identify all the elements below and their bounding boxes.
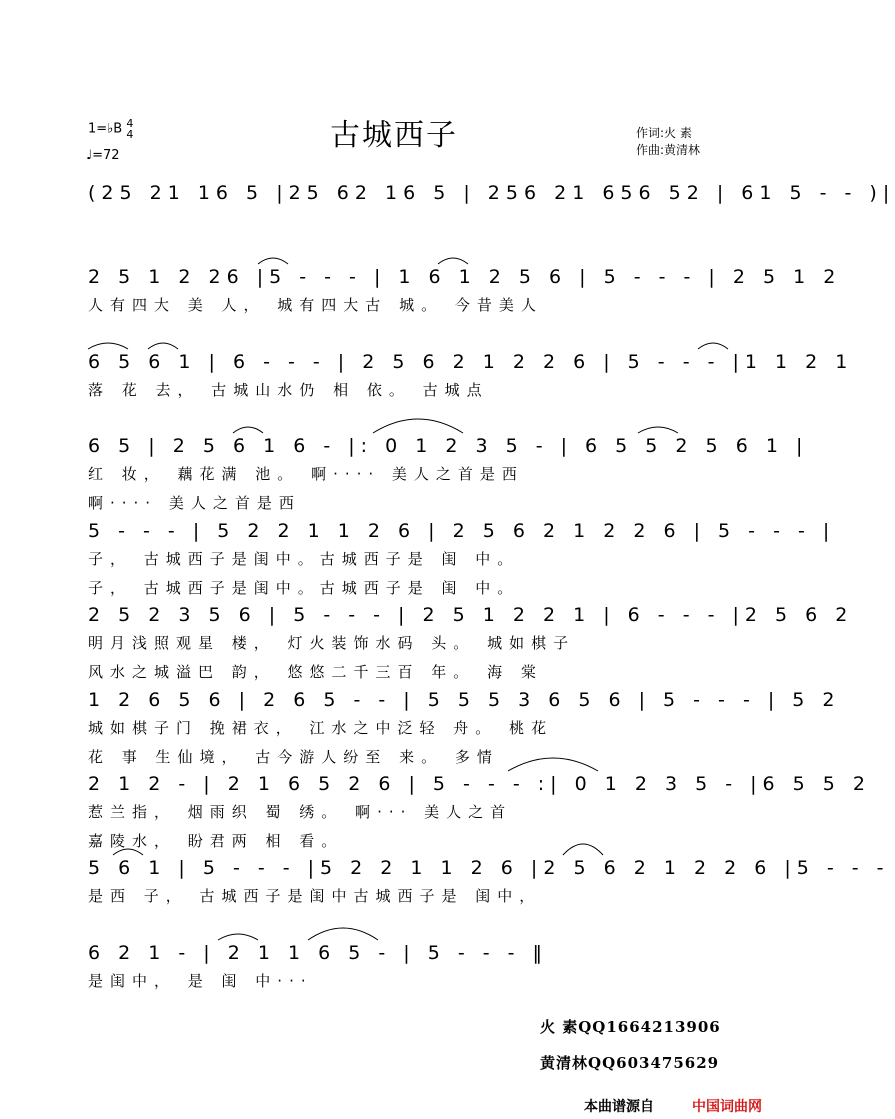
quarter-note-icon: ♩ <box>86 148 93 163</box>
score-line-4 <box>88 435 809 515</box>
contact-lyricist: 火 素QQ1664213906 <box>540 1018 721 1036</box>
page-title: 古城西子 <box>330 118 458 153</box>
lyrics-verse-1: 落 花 去， 古城山水仍 相 依。 古城点 <box>88 381 489 399</box>
composer: 作曲:黄清林 <box>636 143 701 157</box>
score-line-1 <box>88 182 895 262</box>
score-line-7 <box>88 689 841 769</box>
score-line-9 <box>88 857 890 937</box>
lyrics-verse-1: 城如棋子门 挽裙衣， 江水之中泛轻 舟。 桃花 <box>88 719 554 737</box>
key-signature: 1=♭B 4 4 <box>88 117 134 141</box>
lyrics-verse-1: 人有四大 美 人， 城有四大古 城。 今昔美人 <box>88 296 543 314</box>
lyrics-verse-2: 风水之城溢巴 韵， 悠悠二千三百 年。 海 棠 <box>88 663 543 681</box>
score-notes: 2 1 2 - | 2 1 6 5 2 6 | 5 - - - :| 0 1 2 3 5 - |6 5 5 2 <box>88 773 871 795</box>
score-line-5 <box>88 520 836 600</box>
lyrics-verse-2: 子， 古城西子是闺中。古城西子是 闺 中。 <box>88 579 520 597</box>
lyrics-verse-1: 是西 子， 古城西子是闺中古城西子是 闺中， <box>88 887 542 905</box>
score-notes: 6 5 | 2 5 6 1 6 - |: 0 1 2 3 5 - | 6 5 5 2 5 6 1 | <box>88 435 809 457</box>
score-notes: 2 5 1 2 26 |5 - - - | 1 6 1 2 5 6 | 5 - - - | 2 5 1 2 <box>88 266 842 288</box>
tempo-mark: ♩=72 <box>86 148 120 163</box>
score-notes: (25 21 16 5 |25 62 16 5 | 256 21 656 52 | 61 5 - - )| <box>88 182 895 204</box>
time-signature: 4 4 <box>126 117 134 141</box>
score-notes: 2 5 2 3 5 6 | 5 - - - | 2 5 1 2 2 1 | 6 - - - |2 5 6 2 <box>88 604 854 626</box>
score-notes: 1 2 6 5 6 | 2 6 5 - - | 5 5 5 3 6 5 6 | 5 - - - | 5 2 <box>88 689 841 711</box>
lyrics-verse-1: 红 妆， 藕花满 池。 啊···· 美人之首是西 <box>88 465 524 483</box>
footer-source: 本曲谱源自 <box>584 1099 654 1115</box>
score-line-6 <box>88 604 854 684</box>
lyrics-verse-1: 惹兰指， 烟雨织 蜀 绣。 啊··· 美人之首 <box>88 803 513 821</box>
score-line-2 <box>88 266 842 346</box>
lyrics-verse-1: 明月浅照观星 楼， 灯火装饰水码 头。 城如棋子 <box>88 634 576 652</box>
lyrics-verse-2: 嘉陵水， 盼君两 相 看。 <box>88 832 344 850</box>
lyrics-verse-1: 子， 古城西子是闺中。古城西子是 闺 中。 <box>88 550 520 568</box>
score-notes: 5 - - - | 5 2 2 1 1 2 6 | 2 5 6 2 1 2 2 6 | 5 - - - | <box>88 520 836 542</box>
score-notes: 5 6 1 | 5 - - - |5 2 2 1 1 2 6 |2 5 6 2 1 2 2 6 |5 - - - <box>88 857 890 879</box>
contact-composer: 黄清林QQ603475629 <box>540 1054 720 1072</box>
credits <box>636 125 700 159</box>
score-line-10 <box>88 942 748 1022</box>
score-notes: 6 2 1 - | 2 1 1 6 5 - | 5 - - - ‖ <box>88 942 549 964</box>
lyrics-verse-1: 是闺中， 是 闺 中··· <box>88 972 313 990</box>
footer-brand-link[interactable]: 中国词曲网 <box>692 1099 762 1115</box>
lyrics-verse-2: 花 事 生仙境， 古今游人纷至 来。 多情 <box>88 748 499 766</box>
lyricist: 作词:火 素 <box>636 126 692 140</box>
lyrics-verse-2: 啊···· 美人之首是西 <box>88 494 301 512</box>
score-line-8 <box>88 773 871 853</box>
score-notes: 6 5 6 1 | 6 - - - | 2 5 6 2 1 2 2 6 | 5 - - - |1 1 2 1 <box>88 351 854 373</box>
